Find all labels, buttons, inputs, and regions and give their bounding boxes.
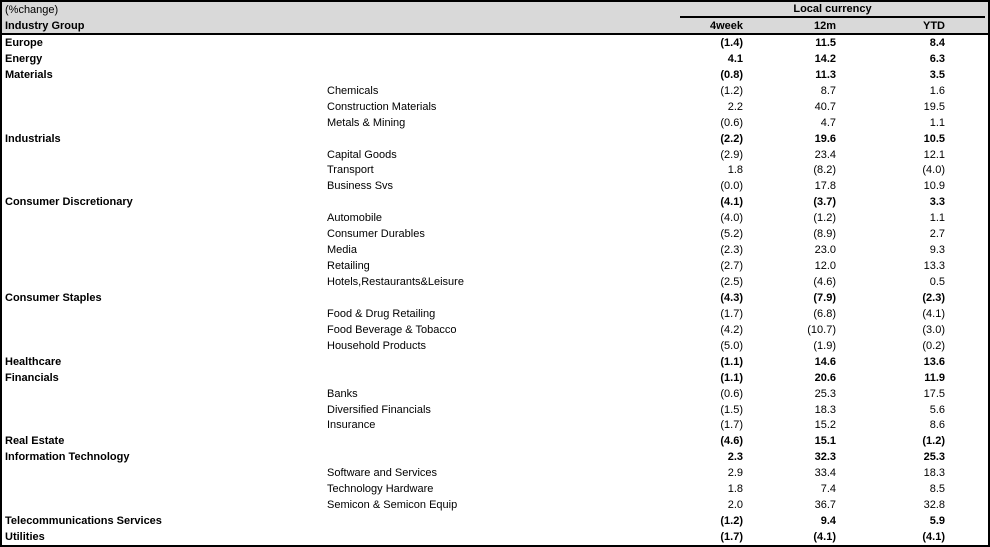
table-row bbox=[2, 115, 988, 131]
value-4week: (1.2) bbox=[720, 515, 743, 528]
row-label: Real Estate bbox=[5, 435, 65, 448]
value-12m: 9.4 bbox=[820, 515, 836, 528]
value-ytd: (0.2) bbox=[922, 339, 945, 352]
value-4week: (2.3) bbox=[720, 244, 743, 257]
value-12m: (6.8) bbox=[813, 307, 836, 320]
value-ytd: 6.3 bbox=[929, 52, 945, 65]
value-ytd: 32.8 bbox=[923, 499, 945, 512]
row-label: Banks bbox=[327, 387, 358, 400]
value-12m: 33.4 bbox=[814, 467, 836, 480]
value-4week: (2.5) bbox=[720, 276, 743, 289]
row-label: Consumer Durables bbox=[327, 228, 425, 241]
value-4week: (1.1) bbox=[720, 355, 743, 368]
value-4week: 2.0 bbox=[727, 499, 743, 512]
row-label: Media bbox=[327, 244, 357, 257]
header-row-columns bbox=[2, 18, 988, 33]
row-label: Europe bbox=[5, 36, 43, 49]
header-row-currency bbox=[2, 2, 988, 18]
value-4week: 1.8 bbox=[727, 483, 743, 496]
value-ytd: 12.1 bbox=[923, 148, 945, 161]
row-label: Food Beverage & Tobacco bbox=[327, 323, 457, 336]
row-label: Automobile bbox=[327, 212, 383, 225]
value-ytd: 10.5 bbox=[923, 132, 945, 145]
value-12m: (10.7) bbox=[807, 323, 836, 336]
value-ytd: (1.2) bbox=[922, 435, 945, 448]
row-label: Healthcare bbox=[5, 355, 62, 368]
value-12m: (4.6) bbox=[813, 276, 836, 289]
table-row bbox=[2, 274, 988, 290]
table-row bbox=[2, 481, 988, 497]
value-12m: (8.2) bbox=[813, 164, 836, 177]
row-label: Retailing bbox=[327, 260, 370, 273]
row-label: Technology Hardware bbox=[327, 483, 434, 496]
value-12m: 14.6 bbox=[814, 355, 836, 368]
row-label: Materials bbox=[5, 68, 53, 81]
row-label: Consumer Discretionary bbox=[5, 196, 133, 209]
table-row bbox=[2, 210, 988, 226]
value-4week: (0.6) bbox=[720, 387, 743, 400]
column-header-4week: 4week bbox=[709, 19, 743, 32]
value-12m: 23.4 bbox=[814, 148, 836, 161]
table-row bbox=[2, 83, 988, 99]
value-12m: (1.9) bbox=[813, 339, 836, 352]
value-12m: (3.7) bbox=[813, 196, 836, 209]
table-row bbox=[2, 513, 988, 529]
value-4week: (0.8) bbox=[720, 68, 743, 81]
column-header-ytd: YTD bbox=[923, 19, 945, 32]
percent-change-label: (%change) bbox=[5, 4, 59, 16]
value-12m: 18.3 bbox=[814, 403, 836, 416]
value-4week: 1.8 bbox=[727, 164, 743, 177]
table-row bbox=[2, 99, 988, 115]
value-4week: 2.2 bbox=[727, 100, 743, 113]
row-label: Construction Materials bbox=[327, 100, 437, 113]
table-row bbox=[2, 497, 988, 513]
value-4week: (1.7) bbox=[720, 419, 743, 432]
table-row bbox=[2, 529, 988, 545]
row-label: Utilities bbox=[5, 531, 45, 544]
value-4week: (1.5) bbox=[720, 403, 743, 416]
value-12m: 11.5 bbox=[815, 36, 836, 49]
column-header-12m: 12m bbox=[813, 19, 836, 32]
table-row bbox=[2, 322, 988, 338]
value-12m: 4.7 bbox=[820, 116, 836, 129]
value-4week: 2.9 bbox=[727, 467, 743, 480]
value-ytd: 1.1 bbox=[929, 212, 945, 225]
value-ytd: 10.9 bbox=[923, 180, 945, 193]
table-row bbox=[2, 370, 988, 386]
value-ytd: 25.3 bbox=[923, 451, 945, 464]
table-row bbox=[2, 67, 988, 83]
value-4week: (0.6) bbox=[720, 116, 743, 129]
row-label: Transport bbox=[327, 164, 374, 177]
table-row bbox=[2, 226, 988, 242]
table-row bbox=[2, 242, 988, 258]
table-row bbox=[2, 35, 988, 51]
value-4week: (0.0) bbox=[720, 180, 743, 193]
value-ytd: 13.3 bbox=[923, 260, 945, 273]
table-row bbox=[2, 290, 988, 306]
value-ytd: 3.5 bbox=[929, 68, 945, 81]
value-12m: 15.1 bbox=[814, 435, 836, 448]
value-ytd: 5.6 bbox=[929, 403, 945, 416]
row-label: Financials bbox=[5, 371, 59, 384]
row-label: Food & Drug Retailing bbox=[327, 307, 436, 320]
value-ytd: 8.6 bbox=[929, 419, 945, 432]
value-12m: 11.3 bbox=[815, 68, 836, 81]
row-label: Industrials bbox=[5, 132, 61, 145]
value-ytd: 5.9 bbox=[929, 515, 945, 528]
value-12m: 7.4 bbox=[820, 483, 836, 496]
row-label: Software and Services bbox=[327, 467, 438, 480]
value-12m: 36.7 bbox=[814, 499, 836, 512]
value-ytd: 11.9 bbox=[924, 371, 945, 384]
value-ytd: (3.0) bbox=[922, 323, 945, 336]
table-row bbox=[2, 354, 988, 370]
value-ytd: 1.1 bbox=[929, 116, 945, 129]
row-label: Telecommunications Services bbox=[5, 515, 162, 528]
value-ytd: (4.0) bbox=[922, 164, 945, 177]
table-row bbox=[2, 418, 988, 434]
value-12m: 17.8 bbox=[814, 180, 836, 193]
value-4week: (5.0) bbox=[720, 339, 743, 352]
table-row bbox=[2, 131, 988, 147]
table-row bbox=[2, 449, 988, 465]
value-4week: (1.7) bbox=[720, 307, 743, 320]
value-12m: (8.9) bbox=[813, 228, 836, 241]
table-row bbox=[2, 258, 988, 274]
row-label: Metals & Mining bbox=[327, 116, 406, 129]
row-label: Information Technology bbox=[5, 451, 130, 464]
table-row bbox=[2, 386, 988, 402]
value-12m: 19.6 bbox=[814, 132, 836, 145]
value-4week: (1.2) bbox=[720, 84, 743, 97]
row-label: Consumer Staples bbox=[5, 291, 102, 304]
value-4week: (4.3) bbox=[720, 291, 743, 304]
value-4week: (2.7) bbox=[720, 260, 743, 273]
value-12m: 25.3 bbox=[814, 387, 836, 400]
value-ytd: 13.6 bbox=[923, 355, 945, 368]
value-12m: 8.7 bbox=[820, 84, 836, 97]
value-12m: 14.2 bbox=[814, 52, 836, 65]
value-ytd: 3.3 bbox=[929, 196, 945, 209]
table-row bbox=[2, 51, 988, 67]
row-label: Insurance bbox=[327, 419, 376, 432]
value-12m: 15.2 bbox=[814, 419, 836, 432]
value-ytd: 8.5 bbox=[929, 483, 945, 496]
local-currency-header: Local currency bbox=[680, 2, 985, 18]
value-4week: (2.9) bbox=[720, 148, 743, 161]
value-4week: (1.4) bbox=[720, 36, 743, 49]
table-row bbox=[2, 402, 988, 418]
value-ytd: 9.3 bbox=[929, 244, 945, 257]
table-body bbox=[2, 35, 988, 545]
table-row bbox=[2, 194, 988, 210]
value-4week: 4.1 bbox=[727, 52, 743, 65]
value-4week: (1.7) bbox=[720, 531, 743, 544]
value-ytd: 1.6 bbox=[929, 84, 945, 97]
table-row bbox=[2, 338, 988, 354]
row-label: Energy bbox=[5, 52, 43, 65]
table-header bbox=[2, 2, 988, 35]
value-4week: (4.1) bbox=[720, 196, 743, 209]
value-ytd: 8.4 bbox=[929, 36, 945, 49]
value-12m: (4.1) bbox=[813, 531, 836, 544]
value-ytd: (4.1) bbox=[922, 531, 945, 544]
value-12m: 40.7 bbox=[814, 100, 836, 113]
row-label: Semicon & Semicon Equip bbox=[327, 499, 458, 512]
value-ytd: 2.7 bbox=[929, 228, 945, 241]
value-12m: (1.2) bbox=[813, 212, 836, 225]
table-row bbox=[2, 163, 988, 179]
value-12m: 12.0 bbox=[814, 260, 836, 273]
table-row bbox=[2, 465, 988, 481]
value-4week: (2.2) bbox=[720, 132, 743, 145]
value-ytd: 19.5 bbox=[923, 100, 945, 113]
row-label: Chemicals bbox=[327, 84, 379, 97]
industry-group-header: Industry Group bbox=[5, 19, 85, 32]
table-row bbox=[2, 147, 988, 163]
value-4week: (4.0) bbox=[720, 212, 743, 225]
row-label: Diversified Financials bbox=[327, 403, 431, 416]
value-4week: 2.3 bbox=[727, 451, 743, 464]
row-label: Business Svs bbox=[327, 180, 394, 193]
value-4week: (1.1) bbox=[720, 371, 743, 384]
value-ytd: 0.5 bbox=[929, 276, 945, 289]
value-ytd: (2.3) bbox=[922, 291, 945, 304]
value-4week: (4.2) bbox=[720, 323, 743, 336]
value-12m: 20.6 bbox=[814, 371, 836, 384]
value-ytd: 17.5 bbox=[923, 387, 945, 400]
row-label: Hotels,Restaurants&Leisure bbox=[327, 276, 464, 289]
table-row bbox=[2, 178, 988, 194]
value-12m: 23.0 bbox=[814, 244, 836, 257]
value-ytd: (4.1) bbox=[922, 307, 945, 320]
table-row bbox=[2, 306, 988, 322]
value-12m: (7.9) bbox=[813, 291, 836, 304]
value-4week: (5.2) bbox=[720, 228, 743, 241]
row-label: Household Products bbox=[327, 339, 427, 352]
value-ytd: 18.3 bbox=[923, 467, 945, 480]
row-label: Capital Goods bbox=[327, 148, 397, 161]
table-row bbox=[2, 433, 988, 449]
value-12m: 32.3 bbox=[814, 451, 836, 464]
value-4week: (4.6) bbox=[720, 435, 743, 448]
